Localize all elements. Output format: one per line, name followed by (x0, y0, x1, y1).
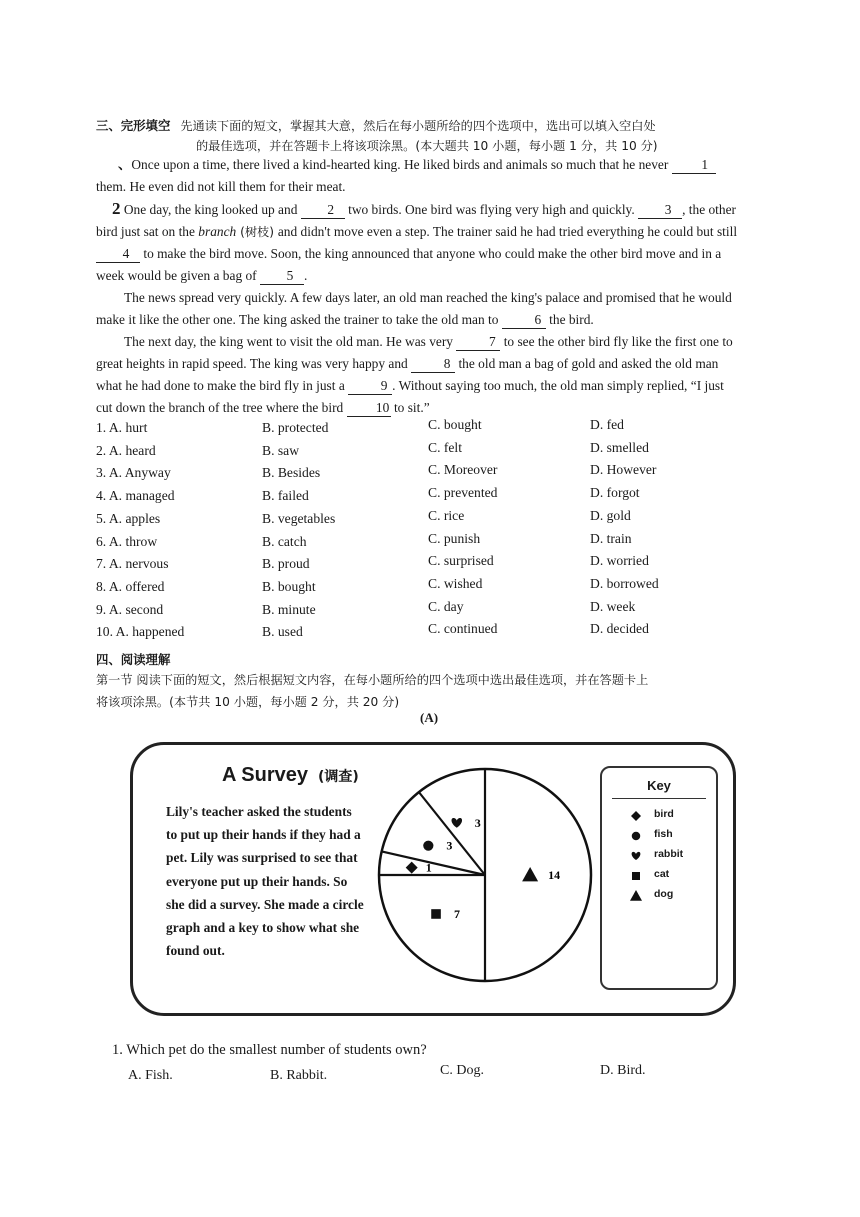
blank-10: 10 (347, 400, 391, 417)
cloze-passage (96, 154, 741, 419)
option-q10-c: C. continued (428, 621, 498, 637)
section3-instruction-2: 的最佳选项，并在答题卡上将该项涂黑。(本大题共 10 小题，每小题 1 分，共 10 分) (196, 139, 658, 153)
pie-slice-cat-square-icon (431, 909, 441, 919)
question-1-option-c: C. Dog. (440, 1063, 484, 1078)
question-1-stem: 1. Which pet do the smallest number of students own? (112, 1042, 427, 1058)
option-q7-a: 7. A. nervous (96, 556, 169, 572)
option-q9-c: C. day (428, 598, 464, 614)
option-q7-b: B. proud (262, 556, 310, 572)
blank-8: 8 (411, 356, 455, 373)
passage-text: the old man a bag of gold and asked the old man what he had done to make the bird fly in just a (96, 356, 719, 393)
key-item-cat (628, 868, 708, 886)
key-item-label: rabbit (654, 848, 684, 860)
passage-branch-word: branch (198, 224, 237, 239)
option-q4-d: D. forgot (590, 485, 640, 501)
handwritten-mark-2: 2 (112, 199, 121, 218)
passage-text: and didn't move even a step. The trainer said he had tried everything he could but still (277, 224, 738, 239)
survey-title-cn: (调查) (317, 769, 359, 785)
handwritten-mark-1: 、 (118, 157, 132, 172)
option-q8-c: C. wished (428, 575, 483, 591)
option-q8-a: 8. A. offered (96, 578, 165, 594)
key-item-bird (628, 808, 708, 826)
option-q2-a: 2. A. heard (96, 442, 156, 458)
section3-instruction-1: 先通读下面的短文，掌握其大意，然后在每小题所给的四个选项中，选出可以填入空白处 (180, 119, 656, 133)
key-item-label: cat (654, 868, 670, 880)
option-q6-a: 6. A. throw (96, 533, 158, 549)
circle-icon (632, 832, 641, 841)
survey-title: A Survey (222, 764, 308, 786)
blank-7: 7 (456, 334, 500, 351)
option-q10-d: D. decided (590, 621, 649, 637)
option-q9-b: B. minute (262, 601, 316, 617)
passage-text: the bird. (545, 312, 594, 327)
blank-1: 1 (672, 157, 716, 174)
pie-label-cat: 7 (454, 906, 461, 921)
passage-text: The news spread very quickly. A few days later, an old man reached the king's palace and promised that he would make it like the other one. The king asked the trainer to take the old man to (96, 290, 732, 327)
option-q5-a: 5. A. apples (96, 510, 161, 526)
section4-title: 四、阅读理解 (96, 652, 171, 667)
passage-text: . (303, 268, 308, 283)
section4-instruction-2: 将该项涂黑。(本节共 10 小题，每小题 2 分，共 20 分) (96, 695, 400, 709)
option-q6-d: D. train (590, 530, 632, 546)
blank-5: 5 (260, 268, 304, 285)
blank-2: 2 (301, 202, 345, 219)
question-1-option-b: B. Rabbit. (270, 1068, 328, 1083)
option-q1-d: D. fed (590, 417, 624, 432)
option-q8-d: D. borrowed (590, 575, 659, 591)
pet-pie-chart (370, 760, 600, 990)
option-q5-c: C. rice (428, 507, 465, 523)
square-icon (632, 872, 640, 880)
passage-text: them. He even did not kill them for their meat. (96, 179, 346, 194)
question-1-option-d: D. Bird. (600, 1063, 646, 1078)
option-q9-a: 9. A. second (96, 601, 164, 617)
key-box (600, 766, 718, 990)
option-q4-b: B. failed (262, 488, 309, 504)
option-q3-c: C. Moreover (428, 462, 498, 478)
blank-6: 6 (502, 312, 546, 329)
option-q5-b: B. vegetables (262, 510, 336, 526)
section3-header (96, 116, 746, 135)
option-q6-b: B. catch (262, 533, 307, 549)
pie-label-fish: 3 (446, 838, 453, 853)
option-q6-c: C. punish (428, 530, 481, 546)
blank-3: 3 (638, 202, 682, 219)
option-q5-d: D. gold (590, 507, 631, 523)
option-q10-a: 10. A. happened (96, 624, 185, 640)
passage-paragraph-3 (96, 287, 741, 331)
option-q4-c: C. prevented (428, 485, 498, 501)
passage-paragraph-4 (96, 331, 741, 419)
key-item-dog (628, 888, 708, 906)
pie-slice-fish-circle-icon (423, 841, 433, 851)
section4-instruction-1: 第一节 阅读下面的短文，然后根据短文内容，在每小题所给的四个选项中选出最佳选项，并在答题卡上 (96, 673, 649, 687)
passage-text: . Without saying too much, the old man simply replied, “I just cut down the branch of the tree where the bird (96, 378, 724, 415)
key-title: Key (647, 778, 671, 793)
key-item-label: bird (654, 808, 674, 820)
option-q1-c: C. bought (428, 417, 482, 432)
passage-text: two birds. One bird was flying very high and quickly. (344, 202, 635, 217)
key-item-fish (628, 828, 708, 846)
survey-title-block (222, 764, 359, 787)
diamond-icon (631, 811, 641, 821)
pie-label-rabbit: 3 (474, 815, 481, 830)
passage-branch-cn: (树枝) (236, 225, 278, 239)
triangle-icon (630, 890, 642, 901)
option-q4-a: 4. A. managed (96, 488, 175, 504)
section3-title: 三、完形填空 (96, 118, 171, 133)
option-q8-b: B. bought (262, 578, 316, 594)
option-q7-c: C. surprised (428, 553, 494, 569)
option-q10-b: B. used (262, 624, 303, 640)
blank-4: 4 (96, 246, 140, 263)
option-q3-a: 3. A. Anyway (96, 465, 171, 481)
option-q2-b: B. saw (262, 442, 300, 458)
passage-label-a: (A) (420, 710, 439, 725)
key-item-rabbit (628, 848, 708, 866)
pie-label-bird: 1 (425, 860, 432, 875)
passage-paragraph-2 (96, 198, 741, 287)
option-q1-a: 1. A. hurt (96, 420, 148, 435)
passage-text: to make the bird move. Soon, the king announced that anyone who could make the other bird move and in a week would be given a bag of (96, 246, 722, 283)
passage-text: Once upon a time, there lived a kind-hearted king. He liked birds and animals so much that he never (131, 157, 669, 172)
option-q2-d: D. smelled (590, 439, 649, 455)
option-q1-b: B. protected (262, 420, 329, 435)
option-q2-c: C. felt (428, 439, 462, 455)
key-item-label: fish (654, 828, 673, 840)
question-1-option-a: A. Fish. (128, 1068, 173, 1083)
blank-9: 9 (348, 378, 392, 395)
option-q3-d: D. However (590, 462, 657, 478)
passage-text: to see the other bird fly like the first one to great heights in rapid speed. The king was very happy and (96, 334, 733, 371)
key-item-label: dog (654, 888, 674, 900)
heart-icon (632, 852, 641, 860)
passage-paragraph-1 (96, 154, 741, 198)
key-divider (612, 798, 706, 799)
passage-text: One day, the king looked up and (120, 202, 301, 217)
passage-text: The next day, the king went to visit the old man. He was very (124, 334, 457, 349)
option-q3-b: B. Besides (262, 465, 321, 481)
pie-label-dog: 14 (548, 868, 561, 882)
survey-text: Lily's teacher asked the students to put up their hands if they had a pet. Lily was surprised to see that everyone put up their hands. So she did a survey. She made a circle graph and a key to show what she found out. (166, 804, 364, 959)
passage-text: , the other bird just sat on the (96, 202, 736, 239)
passage-text: to sit.” (390, 400, 430, 415)
option-q9-d: D. week (590, 598, 636, 614)
option-q7-d: D. worried (590, 553, 649, 569)
